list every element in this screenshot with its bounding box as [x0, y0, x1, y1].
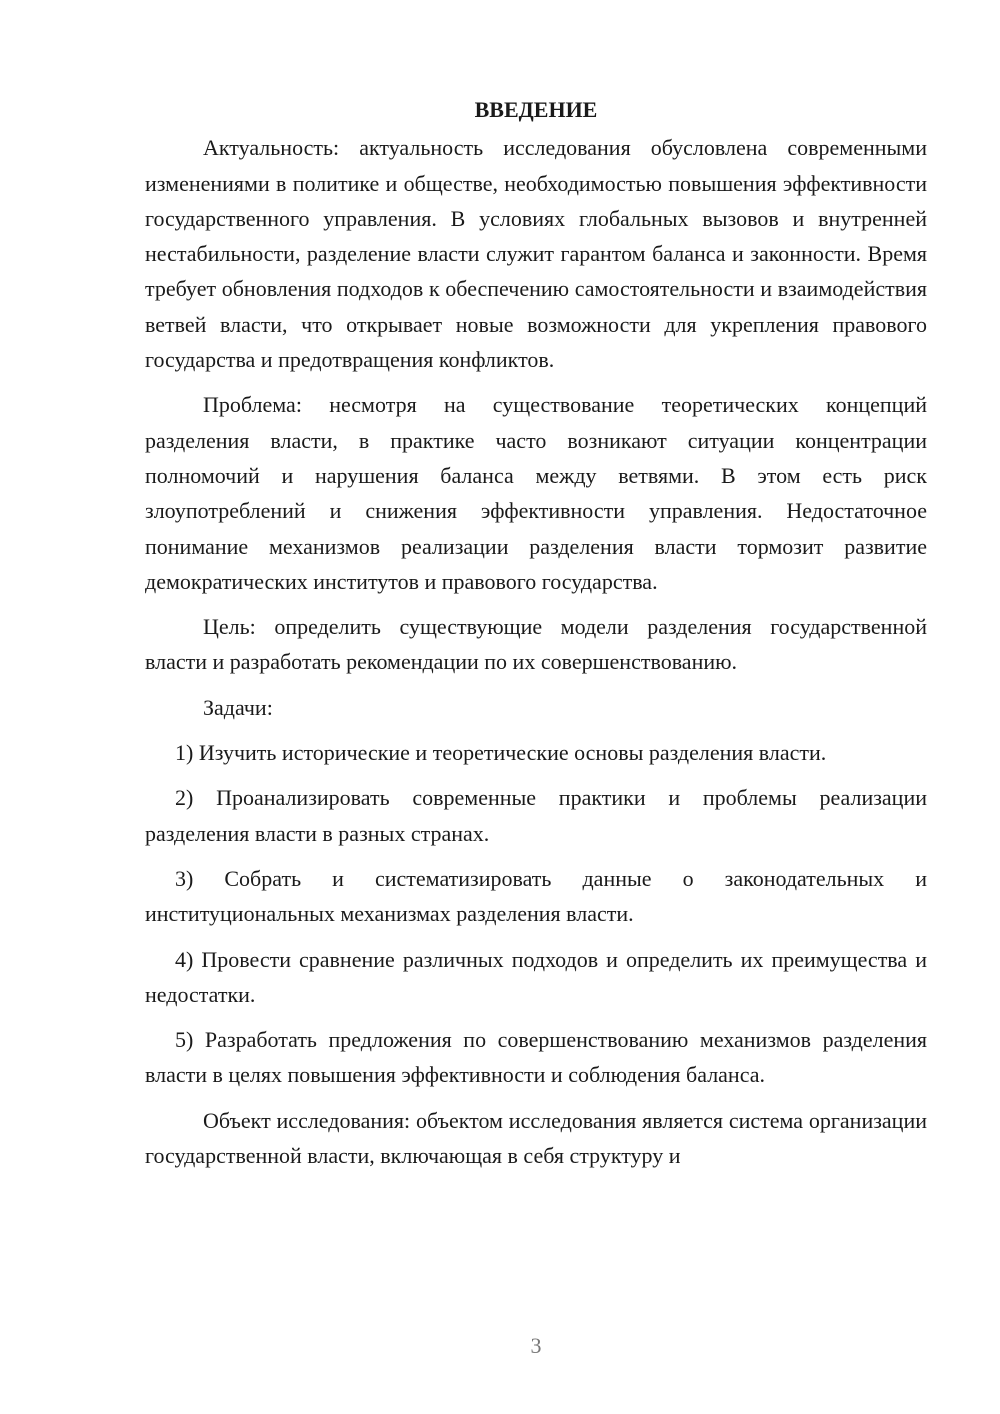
- tasks-list: [145, 735, 927, 1093]
- goal-paragraph: Цель: определить существующие модели разделения государственной власти и разработать рекомендации по их совершенствованию.: [145, 614, 927, 675]
- section-title: ВВЕДЕНИЕ: [474, 97, 598, 122]
- task-item: 4) Провести сравнение различных подходов и определить их преимущества и недостатки.: [145, 946, 927, 1007]
- task-item: 3) Собрать и систематизировать данные о законодательных и институциональных механизмах разделения власти.: [145, 865, 927, 927]
- tasks-heading: Задачи:: [203, 694, 273, 720]
- task-item: 2) Проанализировать современные практики и проблемы реализации разделения власти в разных странах.: [145, 785, 927, 846]
- document-page: [145, 92, 927, 1183]
- object-paragraph: Объект исследования: объектом исследования является система организации государственной власти, включающая в себя структуру и: [145, 1107, 927, 1169]
- relevance-paragraph: Актуальность: актуальность исследования обусловлена современными изменениями в политике и обществе, необходимостью повышения эффективности государственного управления. В условиях глобальных вызовов и внутренней нестабильности, разделение власти служит гарантом баланса и законности. Время требует обновления подходов к обеспечению самостоятельности и взаимодействия ветвей власти, что открывает новые возможности для укрепления правового государства и предотвращения конфликтов.: [145, 135, 927, 373]
- task-item: 5) Разработать предложения по совершенствованию механизмов разделения власти в целях повышения эффективности и соблюдения баланса.: [145, 1027, 927, 1088]
- page-number: 3: [530, 1333, 542, 1358]
- problem-paragraph: Проблема: несмотря на существование теоретических концепций разделения власти, в практике часто возникают ситуации концентрации полномочий и нарушения баланса между ветвями. В этом есть риск злоупотреблений и снижения эффективности управления. Недостаточное понимание механизмов реализации разделения власти тормозит развитие демократических институтов и правового государства.: [145, 392, 927, 594]
- task-item: 1) Изучить исторические и теоретические основы разделения власти.: [175, 740, 827, 766]
